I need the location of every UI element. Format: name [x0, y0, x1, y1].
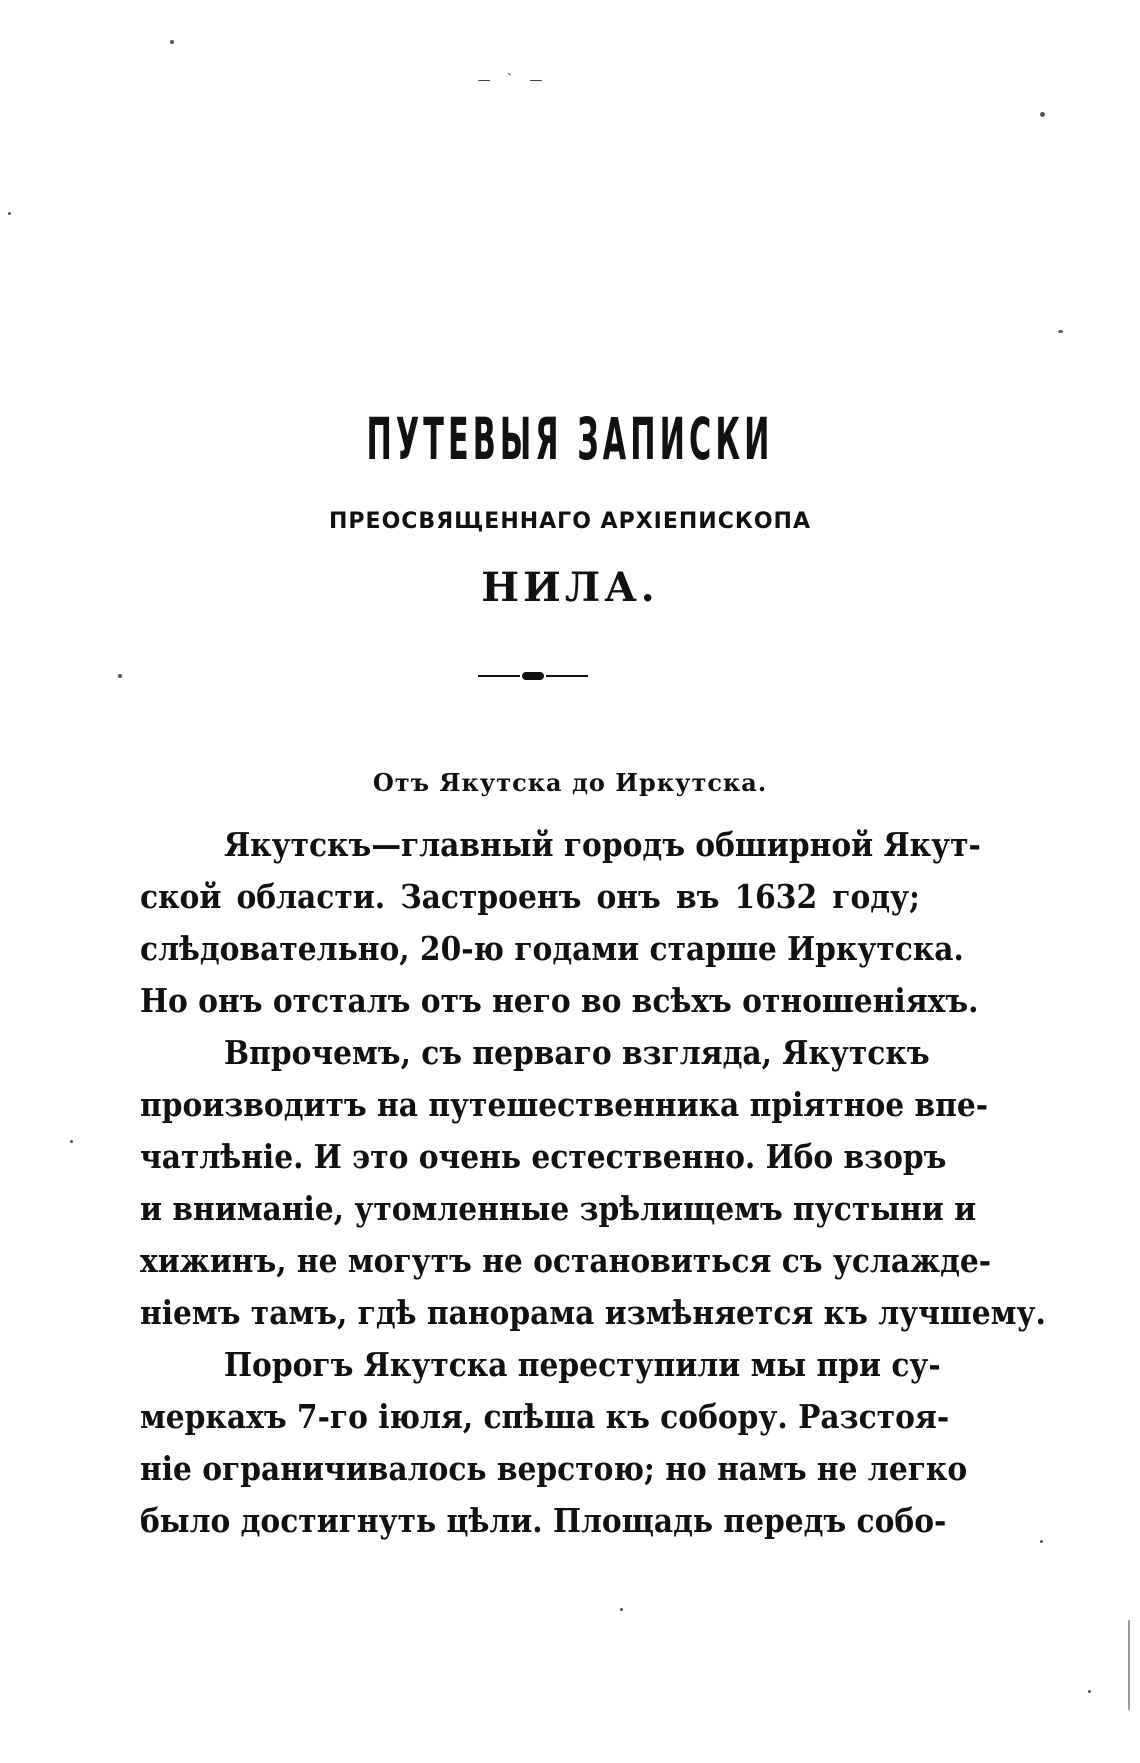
- text-line: ніе ограничивалось верстою; но намъ не легко: [140, 1449, 968, 1488]
- text-line: хижинъ, не могутъ не остановиться съ услажде-: [140, 1241, 992, 1280]
- text-line: Но онъ отсталъ отъ него во всѣхъ отношеніяхъ.: [140, 981, 979, 1020]
- section-heading: Отъ Якутска до Иркутска.: [372, 768, 768, 797]
- text-line: производитъ на путешественника пріятное впе-: [140, 1085, 989, 1124]
- text-line: ской области. Застроенъ онъ въ 1632 году;: [140, 877, 920, 916]
- text-line: меркахъ 7-го іюля, спѣша къ собору. Разстоя-: [140, 1397, 950, 1436]
- speck: [8, 212, 11, 215]
- ornament-bar-left: [478, 675, 520, 677]
- ornament-divider: [478, 672, 588, 680]
- speck: [1040, 1540, 1043, 1543]
- text-line: Впрочемъ, съ перваго взгляда, Якутскъ: [224, 1033, 930, 1072]
- speck: [620, 1608, 623, 1611]
- speck: [118, 674, 122, 678]
- text-line: и вниманіе, утомленные зрѣлищемъ пустыни и: [140, 1189, 977, 1228]
- speck: [1088, 1690, 1091, 1693]
- speck: [1058, 330, 1063, 333]
- author-name: НИЛА.: [481, 564, 659, 611]
- document-title: ПУТЕВЫЯ ЗАПИСКИ: [366, 405, 774, 473]
- speck: [70, 1140, 73, 1143]
- text-line: Порогъ Якутска переступили мы при су-: [224, 1345, 941, 1384]
- page-mark: — ` —: [477, 73, 549, 88]
- text-line: чатлѣніе. И это очень естественно. Ибо взоръ: [140, 1137, 947, 1176]
- ornament-bar-right: [546, 675, 588, 677]
- text-line: ніемъ тамъ, гдѣ панорама измѣняется къ лучшему.: [140, 1293, 1046, 1332]
- document-subtitle: ПРЕОСВЯЩЕННАГО АРХІЕПИСКОПА: [329, 509, 811, 534]
- speck: [1040, 112, 1045, 117]
- text-line: Якутскъ—главный городъ обширной Якут-: [224, 825, 981, 864]
- ornament-knot: [522, 672, 544, 680]
- speck: [1128, 1620, 1130, 1710]
- text-line: слѣдовательно, 20-ю годами старше Иркутска.: [140, 929, 964, 968]
- text-line: было достигнуть цѣли. Площадь передъ собо-: [140, 1501, 947, 1540]
- speck: [170, 40, 174, 44]
